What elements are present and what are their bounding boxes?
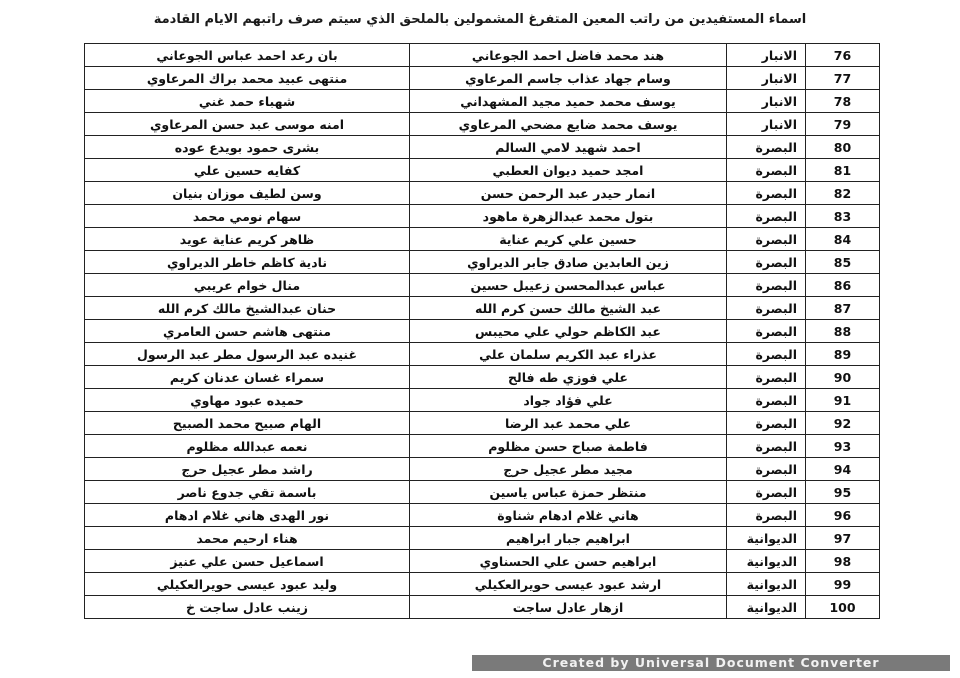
recipient-name-cell: نادية كاظم خاطر الديراوي — [85, 251, 410, 274]
province-cell: الديوانية — [727, 573, 806, 596]
province-cell: الانبار — [727, 44, 806, 67]
beneficiary-name-cell: علي محمد عبد الرضا — [410, 412, 727, 435]
row-number: 85 — [806, 251, 880, 274]
province-cell: البصرة — [727, 136, 806, 159]
row-number: 77 — [806, 67, 880, 90]
row-number: 76 — [806, 44, 880, 67]
table-row — [85, 458, 880, 481]
recipient-name-cell: كفايه حسين علي — [85, 159, 410, 182]
table-body — [85, 44, 880, 619]
row-number: 87 — [806, 297, 880, 320]
row-number: 81 — [806, 159, 880, 182]
beneficiary-name-cell: امجد حميد ديوان العطبي — [410, 159, 727, 182]
table-row — [85, 596, 880, 619]
recipient-name-cell: الهام صبيح محمد الصبيح — [85, 412, 410, 435]
row-number: 86 — [806, 274, 880, 297]
row-number: 99 — [806, 573, 880, 596]
recipient-name-cell: نعمه عبدالله مظلوم — [85, 435, 410, 458]
province-cell: البصرة — [727, 412, 806, 435]
table-row — [85, 251, 880, 274]
row-number: 100 — [806, 596, 880, 619]
beneficiary-name-cell: ارشد عبود عيسى حويرالعكيلي — [410, 573, 727, 596]
row-number: 96 — [806, 504, 880, 527]
recipient-name-cell: منتهى عبيد محمد براك المرعاوي — [85, 67, 410, 90]
beneficiary-name-cell: هند محمد فاضل احمد الجوعاني — [410, 44, 727, 67]
table-row — [85, 113, 880, 136]
beneficiary-name-cell: علي فؤاد جواد — [410, 389, 727, 412]
province-cell: البصرة — [727, 205, 806, 228]
table-row — [85, 527, 880, 550]
table-row — [85, 182, 880, 205]
beneficiary-name-cell: انمار حيدر عبد الرحمن حسن — [410, 182, 727, 205]
row-number: 98 — [806, 550, 880, 573]
table-row — [85, 67, 880, 90]
beneficiary-name-cell: يوسف محمد حميد مجيد المشهداني — [410, 90, 727, 113]
row-number: 95 — [806, 481, 880, 504]
beneficiary-name-cell: بتول محمد عبدالزهرة ماهود — [410, 205, 727, 228]
recipient-name-cell: راشد مطر عجيل حرج — [85, 458, 410, 481]
row-number: 83 — [806, 205, 880, 228]
table-row — [85, 44, 880, 67]
beneficiary-name-cell: منتظر حمزة عباس ياسين — [410, 481, 727, 504]
page-title: اسماء المستفيدين من راتب المعين المتفرغ المشمولين بالملحق الذي سيتم صرف راتبهم الايام القادمة — [153, 12, 807, 27]
province-cell: البصرة — [727, 274, 806, 297]
province-cell: البصرة — [727, 389, 806, 412]
beneficiary-name-cell: عذراء عبد الكريم سلمان علي — [410, 343, 727, 366]
beneficiary-name-cell: وسام جهاد عذاب جاسم المرعاوي — [410, 67, 727, 90]
table-row — [85, 481, 880, 504]
recipient-name-cell: اسماعيل حسن علي عنيز — [85, 550, 410, 573]
province-cell: الديوانية — [727, 550, 806, 573]
province-cell: الانبار — [727, 90, 806, 113]
table-row — [85, 90, 880, 113]
recipient-name-cell: امنه موسى عبد حسن المرعاوي — [85, 113, 410, 136]
province-cell: الديوانية — [727, 527, 806, 550]
beneficiary-name-cell: عبد الشيخ مالك حسن كرم الله — [410, 297, 727, 320]
table-row — [85, 573, 880, 596]
province-cell: البصرة — [727, 297, 806, 320]
row-number: 79 — [806, 113, 880, 136]
recipient-name-cell: منال خوام عريبي — [85, 274, 410, 297]
province-cell: الديوانية — [727, 596, 806, 619]
table-row — [85, 389, 880, 412]
table-row — [85, 504, 880, 527]
province-cell: البصرة — [727, 343, 806, 366]
recipient-name-cell: حميده عبود مهاوي — [85, 389, 410, 412]
table-row — [85, 205, 880, 228]
recipient-name-cell: ظاهر كريم عناية عويد — [85, 228, 410, 251]
recipient-name-cell: وسن لطيف موزان بنيان — [85, 182, 410, 205]
beneficiaries-table — [84, 43, 880, 619]
recipient-name-cell: غنيده عبد الرسول مطر عبد الرسول — [85, 343, 410, 366]
row-number: 78 — [806, 90, 880, 113]
beneficiary-name-cell: احمد شهيد لامي السالم — [410, 136, 727, 159]
recipient-name-cell: بان رعد احمد عباس الجوعاني — [85, 44, 410, 67]
recipient-name-cell: حنان عبدالشيخ مالك كرم الله — [85, 297, 410, 320]
province-cell: البصرة — [727, 481, 806, 504]
beneficiary-name-cell: عبد الكاظم حولي علي محيبس — [410, 320, 727, 343]
province-cell: البصرة — [727, 458, 806, 481]
table-row — [85, 159, 880, 182]
beneficiary-name-cell: حسين علي كريم عناية — [410, 228, 727, 251]
province-cell: البصرة — [727, 228, 806, 251]
province-cell: البصرة — [727, 435, 806, 458]
beneficiary-name-cell: ازهار عادل ساجت — [410, 596, 727, 619]
province-cell: البصرة — [727, 320, 806, 343]
row-number: 80 — [806, 136, 880, 159]
beneficiary-name-cell: مجيد مطر عجيل حرج — [410, 458, 727, 481]
table-row — [85, 228, 880, 251]
province-cell: البصرة — [727, 159, 806, 182]
recipient-name-cell: شهباء حمد غني — [85, 90, 410, 113]
table-row — [85, 320, 880, 343]
row-number: 90 — [806, 366, 880, 389]
recipient-name-cell: بشرى حمود بويدع عوده — [85, 136, 410, 159]
beneficiary-name-cell: علي فوزي طه فالح — [410, 366, 727, 389]
recipient-name-cell: سهام نومي محمد — [85, 205, 410, 228]
recipient-name-cell: هناء ارحيم محمد — [85, 527, 410, 550]
table-row — [85, 412, 880, 435]
row-number: 89 — [806, 343, 880, 366]
beneficiary-name-cell: ابراهيم جبار ابراهيم — [410, 527, 727, 550]
recipient-name-cell: زينب عادل ساجت خ — [85, 596, 410, 619]
table-row — [85, 550, 880, 573]
recipient-name-cell: منتهى هاشم حسن العامري — [85, 320, 410, 343]
row-number: 93 — [806, 435, 880, 458]
table-row — [85, 274, 880, 297]
row-number: 91 — [806, 389, 880, 412]
beneficiary-name-cell: زين العابدين صادق جابر الديراوي — [410, 251, 727, 274]
province-cell: البصرة — [727, 182, 806, 205]
table-row — [85, 297, 880, 320]
table-row — [85, 343, 880, 366]
table-row — [85, 366, 880, 389]
watermark: Created by Universal Document Converter — [472, 655, 950, 671]
row-number: 94 — [806, 458, 880, 481]
recipient-name-cell: سمراء غسان عدنان كريم — [85, 366, 410, 389]
table-row — [85, 136, 880, 159]
recipient-name-cell: باسمة تقي جدوع ناصر — [85, 481, 410, 504]
row-number: 92 — [806, 412, 880, 435]
province-cell: البصرة — [727, 366, 806, 389]
table-row — [85, 435, 880, 458]
province-cell: البصرة — [727, 504, 806, 527]
recipient-name-cell: وليد عبود عيسى حويرالعكيلي — [85, 573, 410, 596]
province-cell: الانبار — [727, 67, 806, 90]
beneficiary-name-cell: هاني غلام ادهام شناوة — [410, 504, 727, 527]
row-number: 82 — [806, 182, 880, 205]
beneficiary-name-cell: عباس عبدالمحسن زعيبل حسين — [410, 274, 727, 297]
row-number: 97 — [806, 527, 880, 550]
beneficiary-name-cell: فاطمة صباح حسن مظلوم — [410, 435, 727, 458]
beneficiary-name-cell: ابراهيم حسن علي الحسناوي — [410, 550, 727, 573]
beneficiary-name-cell: يوسف محمد ضايع مضحي المرعاوي — [410, 113, 727, 136]
row-number: 88 — [806, 320, 880, 343]
province-cell: البصرة — [727, 251, 806, 274]
province-cell: الانبار — [727, 113, 806, 136]
row-number: 84 — [806, 228, 880, 251]
recipient-name-cell: نور الهدى هاني غلام ادهام — [85, 504, 410, 527]
